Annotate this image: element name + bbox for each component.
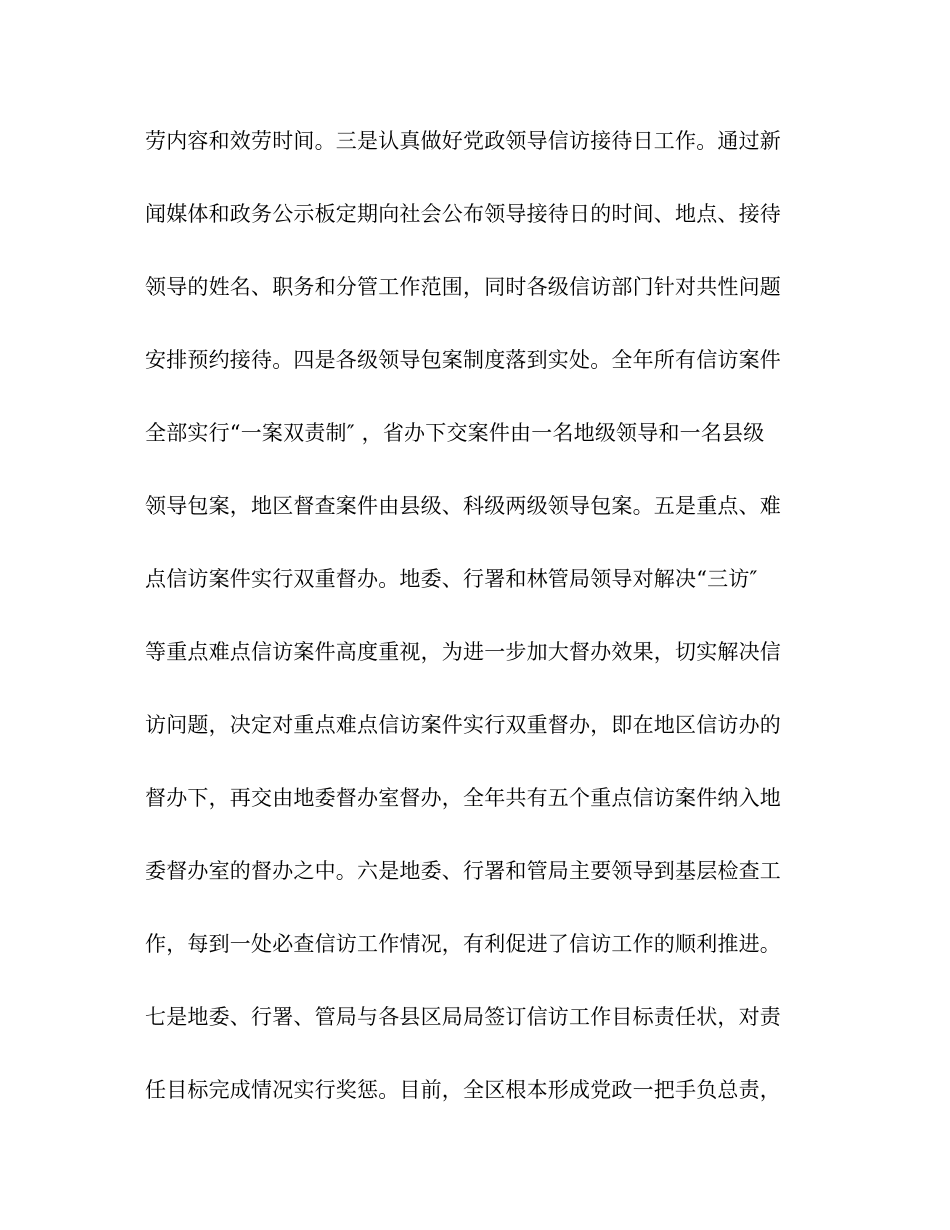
text-line: 作，每到一处必查信访工作情况，有利促进了信访工作的顺利推进。	[145, 932, 781, 956]
text-line: 领导的姓名、职务和分管工作范围，同时各级信访部门针对共性问题	[145, 275, 781, 299]
text-line: 等重点难点信访案件高度重视，为进一步加大督办效果，切实解决信	[145, 640, 781, 664]
text-line: 劳内容和效劳时间。三是认真做好党政领导信访接待日工作。通过新	[145, 129, 781, 153]
body-text	[145, 118, 815, 1140]
text-line: 领导包案，地区督查案件由县级、科级两级领导包案。五是重点、难	[145, 494, 781, 518]
text-line: 任目标完成情况实行奖惩。目前，全区根本形成党政一把手负总责，	[145, 1078, 781, 1102]
text-line: 点信访案件实行双重督办。地委、行署和林管局领导对解决“三访″	[145, 567, 758, 591]
text-line: 督办下，再交由地委督办室督办，全年共有五个重点信访案件纳入地	[145, 786, 781, 810]
text-line: 安排预约接待。四是各级领导包案制度落到实处。全年所有信访案件	[145, 348, 781, 372]
text-line: 闻媒体和政务公示板定期向社会公布领导接待日的时间、地点、接待	[145, 202, 781, 226]
text-line: 委督办室的督办之中。六是地委、行署和管局主要领导到基层检查工	[145, 859, 781, 883]
text-line: 访问题，决定对重点难点信访案件实行双重督办，即在地区信访办的	[145, 713, 781, 737]
text-line: 全部实行“一案双责制″ ，省办下交案件由一名地级领导和一名县级	[145, 421, 765, 445]
text-line: 七是地委、行署、管局与各县区局局签订信访工作目标责任状，对责	[145, 1005, 781, 1029]
